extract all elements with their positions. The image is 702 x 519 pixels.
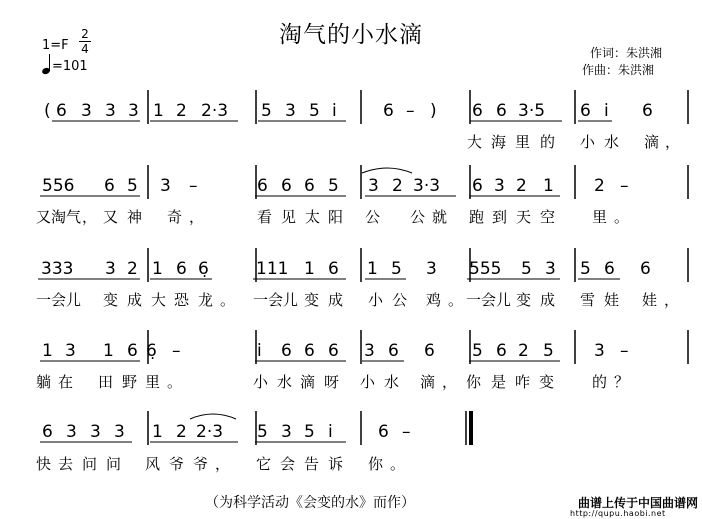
lyric-syllable: 。 [220,291,236,309]
lyric-syllable: 里 [145,373,161,391]
jianpu-note: i̇ [328,422,333,442]
jianpu-note: 1 [543,176,554,196]
jianpu-note: 3 [545,259,556,279]
jianpu-note: 111 [256,259,289,279]
lyric-syllable: 大 [467,133,483,151]
lyric-syllable: 水 [384,373,400,391]
tie-slur [362,168,412,173]
lyric-syllable: 去 [58,455,74,473]
time-signature-top: 2 [81,27,89,41]
lyric-syllable: 告 [304,455,320,473]
jianpu-note: 3 [160,176,171,196]
jianpu-note: 2 [392,176,403,196]
jianpu-note: 3 [66,422,77,442]
lyric-syllable: ， [215,455,231,473]
lyric-syllable: ， [442,373,458,391]
jianpu-note: 6 [42,422,53,442]
jianpu-note: 3 [285,101,296,121]
lyric-syllable: 躺 [36,373,52,391]
jianpu-note: 3·5 [518,101,546,121]
jianpu-note: 1 [42,341,53,361]
lyric-syllable: 奇 [167,208,183,226]
jianpu-note: 1 [103,341,114,361]
jianpu-note: 1 [367,259,378,279]
jianpu-note: 3 [364,341,375,361]
lyric-syllable: 成 [328,291,344,309]
jianpu-note: 6 [281,341,292,361]
lyric-syllable: 变 [539,373,555,391]
lyric-syllable: 呀 [324,373,340,391]
lyric-syllable: 会 [280,455,296,473]
lyricist-credit: 作词：朱洪湘 [590,46,663,60]
jianpu-note: – [620,341,629,361]
footer-note: （为科学活动《会变的水》而作） [205,495,415,511]
watermark-site-name: 曲谱上传于中国曲谱网 [578,496,699,510]
jianpu-note: 5 [304,422,315,442]
jianpu-note: 555 [469,259,502,279]
lyric-syllable: 一会儿 [253,291,299,309]
jianpu-note: 6 [56,101,67,121]
jianpu-note: 1 [153,101,164,121]
jianpu-note: – [406,101,415,121]
jianpu-note: 6 [104,176,115,196]
jianpu-note: 3 [65,341,76,361]
lyric-syllable: 变 [516,291,532,309]
jianpu-note: 556 [42,176,75,196]
lyric-syllable: 成 [540,291,556,309]
jianpu-note: 6 [328,259,339,279]
lyric-syllable: 娃 [642,291,658,309]
lyric-syllable: 恐 [174,291,190,309]
jianpu-note: 3 [426,259,437,279]
tempo-value: =101 [52,59,88,74]
lyric-syllable: ， [82,208,98,226]
lyric-syllable: 跑 [469,208,485,226]
lyric-syllable: 娃 [604,291,620,309]
jianpu-note: 3 [81,101,92,121]
jianpu-note: 6 [472,176,483,196]
lyric-syllable: 天 [516,208,532,226]
jianpu-note: 6 [472,101,483,121]
jianpu-note: 6 [424,341,435,361]
jianpu-note: 6 [383,101,394,121]
jianpu-note: 3 [114,422,125,442]
lyric-syllable: 小 [360,373,376,391]
lyric-syllable: 。 [390,455,406,473]
jianpu-note: 5 [127,176,138,196]
jianpu-note: 5 [521,259,532,279]
jianpu-note: 1 [152,259,163,279]
jianpu-note: 6 [496,341,507,361]
jianpu-note: 6 [604,259,615,279]
jianpu-note: 2·3 [201,101,229,121]
lyric-syllable: 诉 [328,455,344,473]
lyric-syllable: 水 [604,133,620,151]
lyric-syllable: 滴 [420,373,436,391]
lyric-syllable: 小 [580,133,596,151]
lyric-syllable: 大 [151,291,167,309]
lyric-syllable: 见 [281,208,297,226]
lyric-syllable: 鸡 [426,291,442,309]
jianpu-note: 3 [105,101,116,121]
jianpu-note: i̇ [257,341,262,361]
jianpu-note: 2 [516,176,527,196]
lyric-syllable: 问 [106,455,122,473]
jianpu-note: 2·3 [196,422,224,442]
lyric-syllable: 成 [127,291,143,309]
lyric-syllable: 。 [614,208,630,226]
lyric-syllable: 风 [145,455,161,473]
jianpu-note: 3 [105,259,116,279]
jianpu-note: 6 [257,176,268,196]
jianpu-note: – [172,341,181,361]
lyric-syllable: 你 [466,373,482,391]
lyric-syllable: 到 [492,208,508,226]
lyric-syllable: 阳 [328,208,344,226]
jianpu-note: 5 [580,259,591,279]
jianpu-note: – [189,176,198,196]
lyric-syllable: 的 [592,373,608,391]
jianpu-note: i̇ [332,101,337,121]
jianpu-note: 3 [90,422,101,442]
jianpu-note: 6 [127,341,138,361]
jianpu-note: 6 [304,341,315,361]
tie-slur [190,414,236,419]
repeat-bracket: ( [44,101,51,121]
lyric-syllable: 一会儿 [36,291,82,309]
jianpu-note: 333 [41,259,74,279]
jianpu-note: 3 [281,422,292,442]
lyric-syllable: 。 [167,373,183,391]
lyric-syllable: 小 [253,373,269,391]
jianpu-note: 3·3 [413,176,441,196]
jianpu-note: 3 [594,341,605,361]
lyric-syllable: 公 [365,208,381,226]
lyric-syllable: 野 [122,373,138,391]
jianpu-note: 6 [388,341,399,361]
lyric-syllable: 里 [515,133,531,151]
lyric-syllable: 空 [540,208,556,226]
jianpu-note: – [402,422,411,442]
lyric-syllable: 龙 [198,291,214,309]
lyric-syllable: 咋 [515,373,531,391]
lyric-syllable: 在 [58,373,74,391]
lyric-syllable: 的 [540,133,556,151]
jianpu-note: 5 [472,341,483,361]
lyric-syllable: ， [665,133,681,151]
jianpu-note: 6̣ [146,341,157,361]
lyric-syllable: 雪 [580,291,596,309]
lyric-syllable: 。 [448,291,464,309]
jianpu-note: 5 [328,176,339,196]
jianpu-note: 3 [128,101,139,121]
lyric-syllable: 里 [592,208,608,226]
jianpu-note: 6 [281,176,292,196]
jianpu-note: 6 [580,101,591,121]
jianpu-note: 6 [496,101,507,121]
time-signature-bottom: 4 [81,42,89,56]
lyric-syllable: 变 [103,291,119,309]
lyric-syllable: 问 [82,455,98,473]
lyric-syllable: 海 [491,133,507,151]
lyric-syllable: 又淘气 [36,208,82,226]
lyric-syllable: 快 [36,455,52,473]
lyric-syllable: 是 [491,373,507,391]
lyric-syllable: 小 [368,291,384,309]
jianpu-note: 2 [594,176,605,196]
jianpu-note: 6 [328,341,339,361]
jianpu-note: 5 [391,259,402,279]
composer-credit: 作曲：朱洪湘 [582,63,655,77]
lyric-syllable: ？ [614,373,630,391]
jianpu-note: 6 [378,422,389,442]
jianpu-note: 6 [640,259,651,279]
lyric-syllable: 又 [103,208,119,226]
jianpu-note: 1 [152,422,163,442]
lyric-syllable: 一会儿 [466,291,512,309]
lyric-syllable: ， [189,208,205,226]
jianpu-note: – [620,176,629,196]
jianpu-note: 3 [494,176,505,196]
lyric-syllable: 爷 [169,455,185,473]
barline [466,411,471,445]
lyric-syllable: ， [664,291,680,309]
jianpu-note: 6 [304,176,315,196]
lyric-syllable: 滴 [644,133,660,151]
lyric-syllable: 变 [304,291,320,309]
jianpu-note: 6̣ [198,259,209,279]
lyric-syllable: 你 [368,455,384,473]
jianpu-note: 6 [176,259,187,279]
jianpu-note: 2 [176,101,187,121]
key-signature: 1=F [42,38,69,53]
lyric-syllable: 水 [277,373,293,391]
lyric-syllable: 它 [256,455,272,473]
lyric-syllable: 看 [257,208,273,226]
jianpu-note: 1 [304,259,315,279]
song-title: 淘气的小水滴 [279,22,423,48]
jianpu-note: 5 [261,101,272,121]
repeat-bracket: ) [430,101,437,121]
jianpu-note: 3 [368,176,379,196]
lyric-syllable: 神 [127,208,143,226]
jianpu-note: 5 [257,422,268,442]
lyric-syllable: 爷 [193,455,209,473]
jianpu-note: 2 [127,259,138,279]
lyric-syllable: 就 [432,208,448,226]
jianpu-note: 6 [642,101,653,121]
lyric-syllable: 滴 [300,373,316,391]
jianpu-note: 2 [518,341,529,361]
jianpu-note: 5 [543,341,554,361]
jianpu-note: i̇ [604,101,609,121]
lyric-syllable: 田 [98,373,114,391]
lyric-syllable: 公 [392,291,408,309]
watermark-url: http://qupu.haobi.net [570,509,666,518]
lyric-syllable: 公 [410,208,426,226]
jianpu-note: 5 [309,101,320,121]
lyric-syllable: 太 [305,208,321,226]
jianpu-note: 2 [176,422,187,442]
